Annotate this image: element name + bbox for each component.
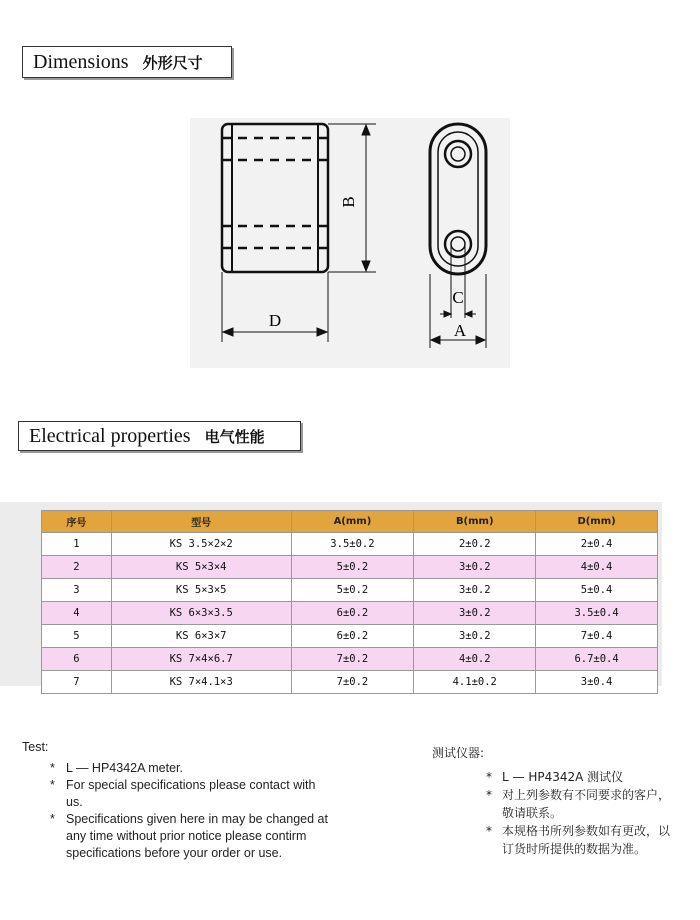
label-b: B [339, 196, 358, 208]
electrical-title-cn: 电气性能 [204, 427, 265, 446]
notes-en-list [50, 760, 332, 862]
properties-table [41, 510, 658, 694]
electrical-heading [18, 421, 301, 451]
dimensions-title-cn: 外形尺寸 [142, 53, 203, 72]
cell-a: 5±0.2 [291, 556, 414, 579]
test-notes-english [22, 739, 332, 862]
bullet-star: * [50, 778, 55, 792]
cell-b: 4±0.2 [414, 648, 536, 671]
cell-d: 6.7±0.4 [536, 648, 658, 671]
cell-index: 2 [42, 556, 112, 579]
cell-d: 3.5±0.4 [536, 602, 658, 625]
dimensions-heading [22, 46, 232, 78]
notes-cn-list [486, 768, 672, 858]
cell-model: KS 3.5×2×2 [111, 533, 291, 556]
notes-en-item: L — HP4342A meter. [66, 761, 183, 775]
cell-b: 2±0.2 [414, 533, 536, 556]
cell-index: 4 [42, 602, 112, 625]
bullet-star: * [50, 761, 55, 775]
notes-en-item: Specifications given here in may be changed at any time without prior notice please contirm specifications before your order or use. [66, 812, 328, 860]
header-d: D(mm) [536, 511, 658, 533]
cell-model: KS 7×4.1×3 [111, 671, 291, 694]
cell-model: KS 5×3×4 [111, 556, 291, 579]
cell-b: 3±0.2 [414, 602, 536, 625]
cell-b: 3±0.2 [414, 556, 536, 579]
table-row [42, 533, 658, 556]
label-d: D [268, 311, 282, 330]
bead-end-view [430, 124, 486, 274]
header-b: B(mm) [414, 511, 536, 533]
list-item [486, 822, 672, 858]
cell-a: 6±0.2 [291, 625, 414, 648]
cell-index: 6 [42, 648, 112, 671]
cell-d: 3±0.4 [536, 671, 658, 694]
notes-cn-item: 对上列参数有不同要求的客户，敬请联系。 [502, 788, 671, 820]
cell-d: 4±0.4 [536, 556, 658, 579]
cell-b: 4.1±0.2 [414, 671, 536, 694]
table-row [42, 556, 658, 579]
cell-index: 1 [42, 533, 112, 556]
cell-index: 5 [42, 625, 112, 648]
cell-a: 7±0.2 [291, 671, 414, 694]
cell-d: 7±0.4 [536, 625, 658, 648]
list-item [50, 760, 332, 777]
table-row [42, 579, 658, 602]
bead-drawing-svg [190, 118, 510, 368]
bullet-star: * [50, 812, 55, 826]
notes-en-item: For special specifications please contact with us. [66, 778, 316, 809]
list-item [50, 777, 332, 811]
label-a: A [453, 321, 467, 340]
cell-b: 3±0.2 [414, 625, 536, 648]
table-header-row [42, 511, 658, 533]
bullet-star: * [486, 824, 492, 838]
cell-model: KS 6×3×3.5 [111, 602, 291, 625]
table-row [42, 625, 658, 648]
bullet-star: * [486, 770, 492, 784]
cell-a: 7±0.2 [291, 648, 414, 671]
test-notes-chinese [432, 744, 672, 858]
list-item [50, 811, 332, 862]
header-model: 型号 [111, 511, 291, 533]
notes-cn-title: 测试仪器: [432, 746, 485, 760]
cell-d: 2±0.4 [536, 533, 658, 556]
dimensions-title-en: Dimensions [33, 50, 129, 73]
dimension-d [222, 272, 328, 342]
cell-a: 6±0.2 [291, 602, 414, 625]
cell-a: 3.5±0.2 [291, 533, 414, 556]
cell-index: 7 [42, 671, 112, 694]
notes-cn-item: 本规格书所列参数如有更改，以订货时所提供的数据为准。 [502, 824, 671, 856]
header-index: 序号 [42, 511, 112, 533]
bead-side-view [222, 124, 328, 272]
cell-model: KS 5×3×5 [111, 579, 291, 602]
notes-cn-item: L — HP4342A 测试仪 [502, 770, 624, 784]
notes-en-title: Test: [22, 740, 49, 754]
list-item [486, 786, 672, 822]
table-row [42, 602, 658, 625]
table-row [42, 671, 658, 694]
dimension-drawing [190, 118, 510, 368]
electrical-title-en: Electrical properties [29, 424, 191, 447]
table-row [42, 648, 658, 671]
cell-index: 3 [42, 579, 112, 602]
list-item [486, 768, 672, 786]
label-c: C [452, 288, 464, 307]
bullet-star: * [486, 788, 492, 802]
cell-d: 5±0.4 [536, 579, 658, 602]
cell-b: 3±0.2 [414, 579, 536, 602]
header-a: A(mm) [291, 511, 414, 533]
cell-a: 5±0.2 [291, 579, 414, 602]
cell-model: KS 6×3×7 [111, 625, 291, 648]
cell-model: KS 7×4×6.7 [111, 648, 291, 671]
